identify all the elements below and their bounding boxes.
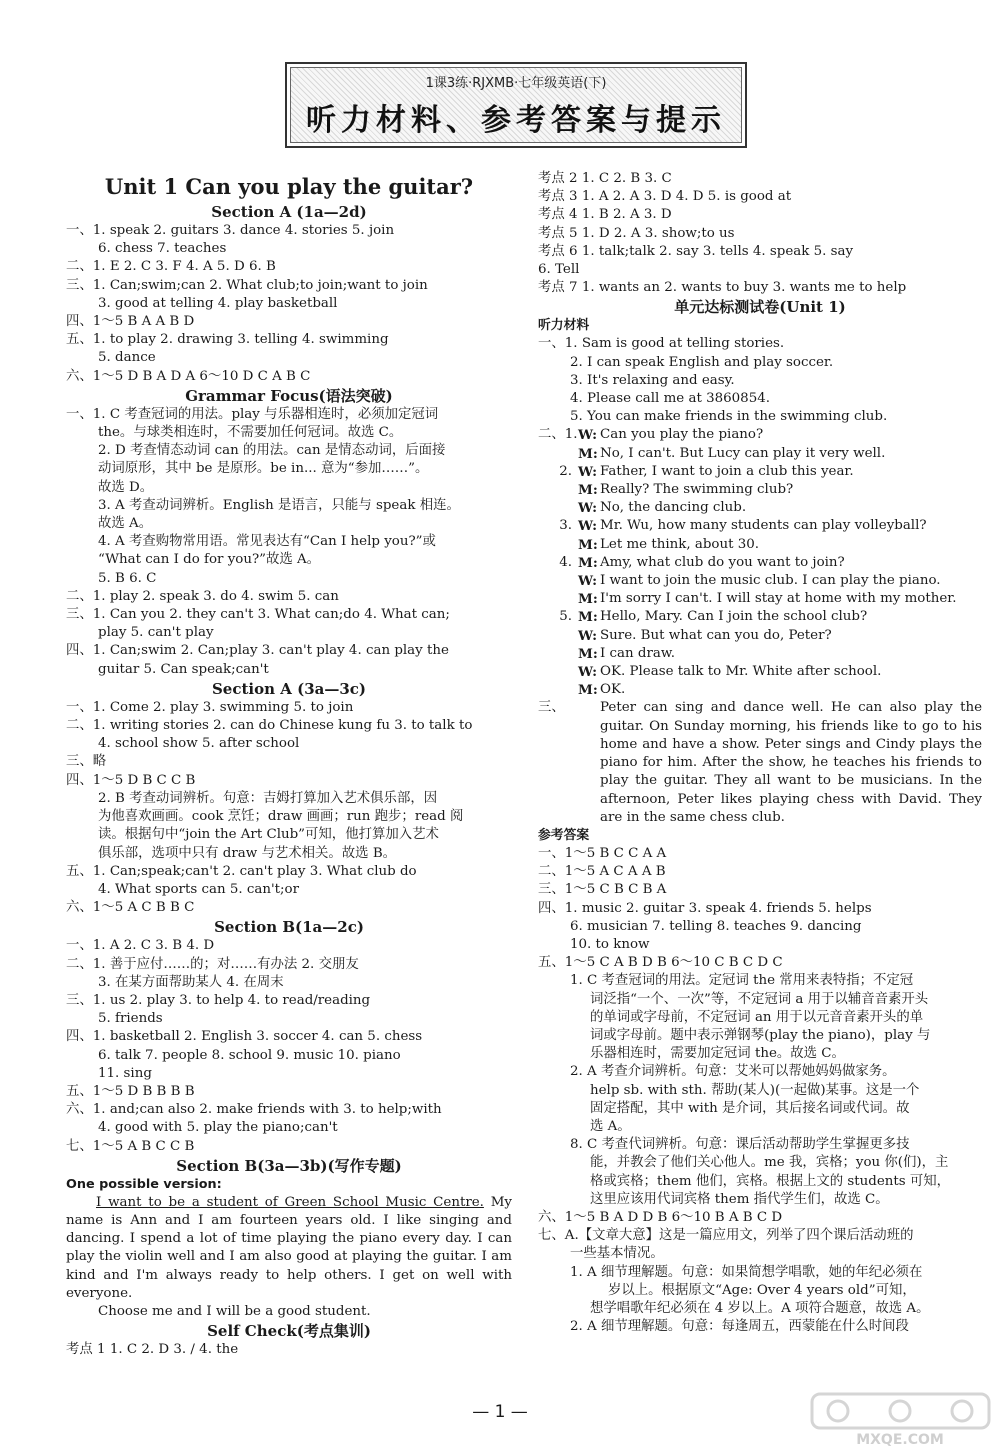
passage-label: 三、 — [538, 700, 565, 716]
answer-line: 一、1. C 考查冠词的用法。play 与乐器相连时，必须加定冠词 — [66, 406, 439, 422]
dialogue-text: I want to join the music club. I can play the piano. — [600, 573, 941, 589]
answer-line: 一、1. Sam is good at telling stories. — [538, 336, 785, 352]
answer-line: 的单词或字母前，不定冠词 an 用于以元音音素开头的单 — [590, 1009, 924, 1025]
dialogue-speaker: M: — [578, 482, 598, 499]
dialogue-speaker: W: — [578, 500, 598, 517]
answer-line: 五、1～5 C A B D B 6～10 C B C D C — [538, 955, 783, 971]
answer-line: 2. A 细节理解题。句意：每逢周五，西蒙能在什么时间段 — [570, 1319, 909, 1335]
dialogue-line — [538, 481, 982, 499]
answer-line: 2. B 考查动词辨析。句意：吉姆打算加入艺术俱乐部，因 — [98, 790, 438, 806]
answer-line: guitar 5. Can speak;can't — [98, 661, 269, 677]
essay-body: My name is Ann and I am fourteen years old. I like singing and dancing. I spend a lot of time playing the piano every day. I can play the violin well and I am also good at playing the guitar. I am kind and I'm always ready to help others. I get on well with everyone. — [66, 1194, 512, 1301]
answer-line: 1. C 考查冠词的用法。定冠词 the 常用来表特指；不定冠 — [570, 973, 914, 989]
dialogue-number — [538, 536, 578, 554]
answer-line: 2. D 考查情态动词 can 的用法。can 是情态动词，后面接 — [98, 443, 446, 459]
answer-line: 10. to know — [570, 936, 650, 952]
answer-line: 为他喜欢画画。cook 烹饪；draw 画画；run 跑步；read 阅 — [98, 809, 464, 825]
dialogue-text: OK. Please talk to Mr. White after school. — [600, 664, 882, 680]
dialogue-number: 2. — [559, 463, 572, 479]
dialogue-line — [538, 627, 982, 645]
dialogue-text: Father, I want to join a club this year. — [600, 463, 854, 479]
answer-line: 乐器相连时，需要加定冠词 the。故选 C。 — [590, 1046, 845, 1062]
answer-line: 2. I can speak English and play soccer. — [570, 354, 834, 370]
dialogue-speaker: M: — [578, 554, 598, 571]
answer-line: 格或宾格；them 他们，宾格。根据上文的 students 可知， — [590, 1173, 951, 1189]
dialogue-line — [538, 463, 982, 481]
answer-line: 能，并教会了他们关心他人。me 我，宾格；you 你(们)，主 — [590, 1155, 949, 1171]
dialogue-speaker: M: — [578, 645, 598, 662]
dialogue-speaker: W: — [578, 627, 598, 644]
dialogue-number — [538, 663, 578, 681]
dialogue-speaker: W: — [578, 518, 598, 535]
answer-line: 1. A 细节理解题。句意：如果简想学唱歌，她的年纪必须在 — [570, 1264, 923, 1280]
right-column — [538, 170, 982, 1336]
dialogue-text: No, the dancing club. — [600, 500, 747, 516]
dialogue-line — [538, 554, 982, 572]
dialogue-text: I'm sorry I can't. I will stay at home with my mother. — [600, 591, 957, 607]
answer-line: 5. friends — [98, 1011, 163, 1027]
section-title: 单元达标测试卷(Unit 1) — [674, 298, 846, 317]
dialogue-text: Can you play the piano? — [600, 427, 764, 443]
dialogue-number — [538, 445, 578, 463]
subheading: 听力材料 — [538, 318, 590, 334]
right-column-top — [538, 170, 982, 426]
answer-line: 四、1～5 B A A B D — [66, 314, 195, 330]
answer-line: 词或字母前。题中表示弹钢琴(play the piano)，play 与 — [590, 1027, 931, 1043]
dialogue-text: No, I can't. But Lucy can play it very well. — [600, 445, 886, 461]
answer-line: Choose me and I will be a good student. — [98, 1303, 371, 1319]
answer-line: 4. Please call me at 3860854. — [570, 391, 770, 407]
answer-line: 5. B 6. C — [98, 570, 157, 586]
answer-line: 4. What sports can 5. can't;or — [98, 881, 299, 897]
answer-line: 6. musician 7. telling 8. teaches 9. dancing — [570, 918, 862, 934]
answer-line: 二、1. E 2. C 3. F 4. A 5. D 6. B — [66, 259, 276, 275]
dialogue-line — [538, 645, 982, 663]
answer-line: 考点 4 1. B 2. A 3. D — [538, 207, 672, 223]
answer-line: 六、1～5 A C B B C — [66, 900, 195, 916]
answer-line: 二、1. writing stories 2. can do Chinese kung fu 3. to talk to — [66, 718, 473, 734]
answer-line: 四、1. Can;swim 2. Can;play 3. can't play 4. can play the — [66, 643, 449, 659]
answer-line: 4. good with 5. play the piano;can't — [98, 1120, 338, 1136]
answer-line: 四、1. music 2. guitar 3. speak 4. friends 5. helps — [538, 900, 872, 916]
dialogue-speaker: W: — [578, 664, 598, 681]
section-title: Grammar Focus(语法突破) — [185, 386, 393, 405]
answer-line: the。与球类相连时，不需要加任何冠词。故选 C。 — [98, 425, 403, 441]
dialogue-line — [538, 663, 982, 681]
answer-line: 三、1. us 2. play 3. to help 4. to read/reading — [66, 992, 371, 1008]
dialogue-speaker: W: — [578, 573, 598, 590]
dialogue-speaker: M: — [578, 591, 598, 608]
answer-line: 选 A。 — [590, 1118, 631, 1134]
answer-line: 一些基本情况。 — [570, 1246, 664, 1262]
listening-passage — [538, 699, 982, 826]
answer-line: help sb. with sth. 帮助(某人)(一起做)某事。这是一个 — [590, 1082, 920, 1098]
answer-line: 词泛指“一个、一次”等，不定冠词 a 用于以辅音音素开头 — [590, 991, 929, 1007]
answer-line: 一、1. Come 2. play 3. swimming 5. to join — [66, 699, 354, 715]
answer-line: 三、1. Can;swim;can 2. What club;to join;want to join — [66, 277, 428, 293]
answer-line: 故选 D。 — [98, 479, 154, 495]
dialogue-text: Sure. But what can you do, Peter? — [600, 627, 832, 643]
answer-line: 想学唱歌年纪必须在 4 岁以上。A 项符合题意，故选 A。 — [590, 1300, 930, 1316]
dialogue-speaker: M: — [578, 609, 598, 626]
answer-line: 5. dance — [98, 350, 156, 366]
answer-line: 8. C 考查代词辨析。句意：课后活动帮助学生掌握更多技 — [570, 1137, 910, 1153]
answer-line: 六、1～5 D B A D A 6～10 D C A B C — [66, 368, 311, 384]
dialogue-speaker: W: — [578, 427, 598, 444]
dialogue-number: 4. — [559, 554, 572, 570]
dialogue-text: I can draw. — [600, 645, 675, 661]
dialogue-number: 3. — [559, 518, 572, 534]
header-title: 听力材料、参考答案与提示 — [306, 102, 726, 138]
answer-line: 一、1～5 B C C A A — [538, 845, 667, 861]
answer-line: 考点 7 1. wants an 2. wants to buy 3. wants me to help — [538, 280, 907, 296]
dialogue-line — [538, 445, 982, 463]
answer-line: 3. good at telling 4. play basketball — [98, 295, 338, 311]
answer-line: 6. talk 7. people 8. school 9. music 10. piano — [98, 1047, 401, 1063]
answer-line: 固定搭配，其中 with 是介词，其后接名词或代词。故 — [590, 1100, 910, 1116]
dialogue-text: Hello, Mary. Can I join the school club? — [600, 609, 868, 625]
watermark-logo — [808, 1390, 993, 1448]
dialogue-line — [538, 499, 982, 517]
dialogue-line — [538, 536, 982, 554]
answer-line: 三、略 — [66, 754, 107, 770]
answer-line: 四、1～5 D B C C B — [66, 772, 196, 788]
dialogue-line — [538, 590, 982, 608]
unit-title: Unit 1 Can you play the guitar? — [104, 174, 474, 199]
answer-line: 考点 3 1. A 2. A 3. D 4. D 5. is good at — [538, 189, 792, 205]
dialogue-speaker: M: — [578, 536, 598, 553]
dialogue-line — [538, 572, 982, 590]
answer-line: 考点 5 1. D 2. A 3. show;to us — [538, 225, 735, 241]
right-column-bottom — [538, 827, 982, 1336]
section-title: Section B(3a—3b)(写作专题) — [176, 1156, 402, 1175]
dialogue-text: Amy, what club do you want to join? — [600, 554, 845, 570]
answer-line: 一、1. speak 2. guitars 3. dance 4. stories 5. join — [66, 223, 395, 238]
dialogue-number: 5. — [559, 609, 572, 625]
answer-line: 2. A 考查介词辨析。句意：艾米可以帮她妈妈做家务。 — [570, 1064, 896, 1080]
answer-line: 考点 2 1. C 2. B 3. C — [538, 171, 672, 186]
answer-line: 五、1～5 D B B B B — [66, 1083, 195, 1099]
answer-line: 七、A.【文章大意】这是一篇应用文，列举了四个课后活动班的 — [538, 1228, 914, 1244]
answer-line: 一、1. A 2. C 3. B 4. D — [66, 938, 215, 954]
answer-line: 六、1. and;can also 2. make friends with 3. to help;with — [66, 1102, 442, 1118]
answer-line: play 5. can't play — [98, 625, 214, 641]
dialogue-text: Mr. Wu, how many students can play volleyball? — [600, 518, 927, 534]
answer-line: 二、1. play 2. speak 3. do 4. swim 5. can — [66, 588, 339, 604]
watermark-text: MXQE.COM — [856, 1432, 944, 1448]
answer-line: “What can I do for you?”故选 A。 — [98, 552, 321, 568]
header-subtitle: 1课3练·RJXMB·七年级英语(下) — [425, 75, 607, 91]
dialogue-line — [538, 681, 982, 699]
answer-line: 3. A 考查动词辨析。English 是语言，只能与 speak 相连。 — [98, 497, 460, 513]
dialogue-text: Really? The swimming club? — [600, 482, 794, 498]
dialogue-number — [538, 499, 578, 517]
answer-line: 三、1～5 C B C B A — [538, 882, 667, 898]
subheading: 参考答案 — [538, 827, 590, 843]
answer-line: 五、1. to play 2. drawing 3. telling 4. swimming — [66, 332, 389, 348]
answer-line: 3. It's relaxing and easy. — [570, 372, 735, 388]
dialogue-speaker: M: — [578, 682, 598, 699]
dialogue-number — [538, 681, 578, 699]
answer-line: 故选 A。 — [98, 516, 153, 532]
answer-line: 四、1. basketball 2. English 3. soccer 4. can 5. chess — [66, 1029, 423, 1045]
dialogue-line — [538, 608, 982, 626]
answer-line: 七、1～5 A B C C B — [66, 1138, 195, 1154]
answer-line: 读。根据句中“join the Art Club”可知，他打算加入艺术 — [98, 827, 439, 843]
dialogue-number — [538, 481, 578, 499]
answer-line: 三、1. Can you 2. they can't 3. What can;do 4. What can; — [66, 607, 450, 623]
dialogue-line — [538, 426, 982, 444]
section-title: Section A (3a—3c) — [211, 679, 367, 698]
left-column — [66, 170, 512, 1359]
essay-paragraph — [66, 1194, 512, 1303]
dialogue-speaker: M: — [578, 445, 598, 462]
answer-line: 4. school show 5. after school — [98, 736, 300, 752]
listening-dialogues — [538, 426, 982, 699]
subheading: One possible version: — [66, 1176, 222, 1192]
dialogue-number: 二、1. — [538, 427, 578, 443]
dialogue-number — [538, 572, 578, 590]
answer-line: 11. sing — [98, 1065, 152, 1081]
answer-line: 俱乐部，选项中只有 draw 与艺术相关。故选 B。 — [98, 845, 397, 861]
dialogue-text: OK. — [600, 682, 626, 698]
answer-line: 考点 6 1. talk;talk 2. say 3. tells 4. speak 5. say — [538, 243, 854, 259]
dialogue-number — [538, 645, 578, 663]
header-banner-inner — [290, 67, 742, 143]
dialogue-number — [538, 590, 578, 608]
answer-line: 二、1. 善于应付……的；对……有办法 2. 交朋友 — [66, 956, 359, 972]
answer-line: 六、1～5 B A D D B 6～10 B A B C D — [538, 1209, 783, 1225]
answer-line: 6. chess 7. teaches — [98, 241, 227, 257]
section-title: Section A (1a—2d) — [211, 203, 367, 221]
page-number: — 1 — — [472, 1402, 528, 1422]
section-title: Self Check(考点集训) — [207, 1322, 371, 1341]
answer-line: 五、1. Can;speak;can't 2. can't play 3. What club do — [66, 863, 417, 879]
passage-text: Peter can sing and dance well. He can also play the guitar. On Sunday morning, his friends like to go to his home and have a show. Peter sings and Cindy plays the piano for him. After the show, he teaches his friends to play the guitar. They all want to be musicians. In the afternoon, Peter likes playing chess with David. They are in the same chess club. — [600, 700, 982, 825]
answer-line: 二、1～5 A C A A B — [538, 864, 666, 880]
answer-line: 这里应该用代词宾格 them 指代学生们，故选 C。 — [590, 1191, 889, 1207]
answer-line: 4. A 考查购物常用语。常见表达有“Can I help you?”或 — [98, 534, 436, 550]
answer-line: 动词原形，其中 be 是原形。be in... 意为“参加……”。 — [98, 461, 429, 477]
answer-line: 岁以上。根据原文“Age: Over 4 years old”可知， — [608, 1282, 916, 1298]
dialogue-number — [538, 627, 578, 645]
dialogue-line — [538, 517, 982, 535]
answer-line: 6. Tell — [538, 262, 580, 278]
answer-line: 3. 在某方面帮助某人 4. 在周末 — [98, 974, 284, 990]
essay-first-sentence: I want to be a student of Green School Music Centre. — [96, 1194, 484, 1210]
header-banner — [285, 62, 747, 148]
answer-line: 5. You can make friends in the swimming club. — [570, 409, 888, 425]
dialogue-text: Let me think, about 30. — [600, 536, 760, 552]
answer-line: 考点 1 1. C 2. D 3. / 4. the — [66, 1342, 239, 1358]
dialogue-speaker: W: — [578, 463, 598, 480]
section-title: Section B(1a—2c) — [214, 918, 364, 937]
